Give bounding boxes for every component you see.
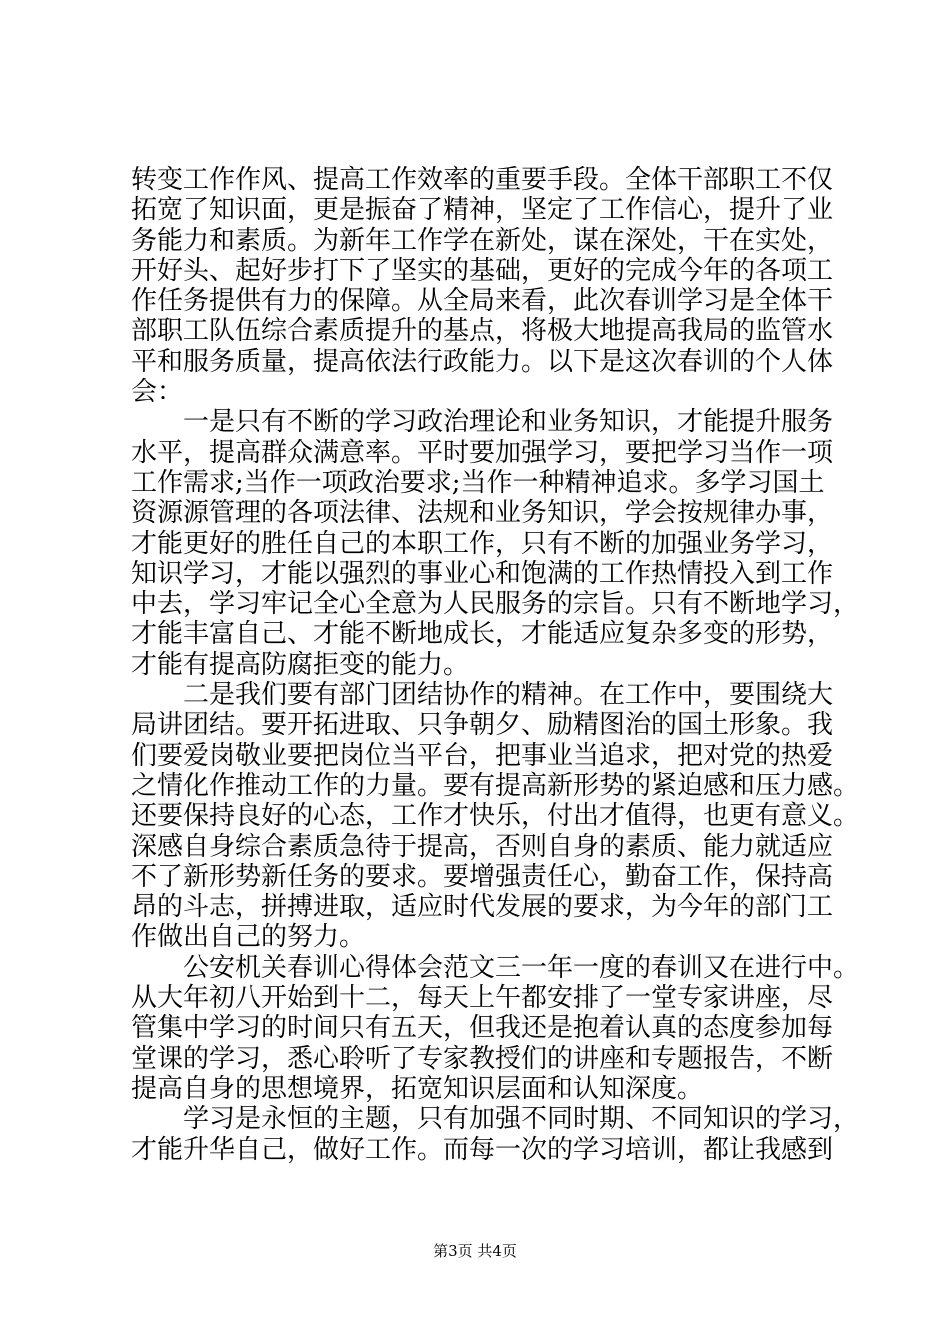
text-line: 提高自身的思想境界，拓宽知识层面和认知深度。 (131, 1073, 704, 1104)
text-line: 拓宽了知识面，更是振奋了精神，坚定了工作信心，提升了业 (131, 195, 834, 226)
text-line: 平和服务质量，提高依法行政能力。以下是这次春训的个人体 (131, 346, 834, 377)
text-line: 开好头、起好步打下了坚实的基础，更好的完成今年的各项工 (131, 255, 834, 286)
text-line: 会： (131, 377, 184, 408)
text-line: 学习是永恒的主题，只有加强不同时期、不同知识的学习， (131, 1104, 860, 1135)
text-line: 不了新形势新任务的要求。要增强责任心，勤奋工作，保持高 (131, 861, 834, 892)
text-line: 作任务提供有力的保障。从全局来看，此次春训学习是全体干 (131, 286, 834, 317)
text-line: 公安机关春训心得体会范文三一年一度的春训又在进行中。 (131, 952, 860, 983)
body-text (131, 165, 860, 1165)
text-line: 之情化作推动工作的力量。要有提高新形势的紧迫感和压力感。 (131, 770, 860, 801)
text-line: 知识学习，才能以强烈的事业心和饱满的工作热情投入到工作 (131, 558, 834, 589)
text-line: 从大年初八开始到十二，每天上午都安排了一堂专家讲座，尽 (131, 983, 834, 1014)
text-line: 才能升华自己，做好工作。而每一次的学习培训，都让我感到 (131, 1134, 834, 1165)
text-line: 二是我们要有部门团结协作的精神。在工作中，要围绕大 (131, 680, 834, 711)
text-line: 们要爱岗敬业要把岗位当平台，把事业当追求，把对党的热爱 (131, 740, 834, 771)
text-line: 部职工队伍综合素质提升的基点，将极大地提高我局的监管水 (131, 316, 834, 347)
text-line: 水平，提高群众满意率。平时要加强学习，要把学习当作一项 (131, 437, 834, 468)
page-footer (0, 1241, 950, 1261)
text-line: 昂的斗志，拼搏进取，适应时代发展的要求，为今年的部门工 (131, 892, 834, 923)
text-line: 才能有提高防腐拒变的能力。 (131, 649, 470, 680)
text-line: 中去，学习牢记全心全意为人民服务的宗旨。只有不断地学习， (131, 589, 860, 620)
text-line: 作做出自己的努力。 (131, 922, 366, 953)
text-line: 局讲团结。要开拓进取、只争朝夕、励精图治的国土形象。我 (131, 710, 834, 741)
text-line: 管集中学习的时间只有五天，但我还是抱着认真的态度参加每 (131, 1013, 834, 1044)
text-line: 一是只有不断的学习政治理论和业务知识，才能提升服务 (131, 407, 834, 438)
text-line: 才能丰富自己、才能不断地成长，才能适应复杂多变的形势， (131, 619, 834, 650)
text-line: 才能更好的胜任自己的本职工作，只有不断的加强业务学习， (131, 528, 834, 559)
text-line: 资源源管理的各项法律、法规和业务知识，学会按规律办事， (131, 498, 834, 529)
text-line: 堂课的学习，悉心聆听了专家教授们的讲座和专题报告，不断 (131, 1043, 834, 1074)
text-line: 务能力和素质。为新年工作学在新处，谋在深处，干在实处， (131, 225, 834, 256)
text-line: 还要保持良好的心态，工作才快乐，付出才值得，也更有意义。 (131, 801, 860, 832)
text-line: 深感自身综合素质急待于提高，否则自身的素质、能力就适应 (131, 831, 834, 862)
text-line: 转变工作作风、提高工作效率的重要手段。全体干部职工不仅 (131, 165, 834, 195)
page-number: 第3页 共4页 (433, 1242, 517, 1260)
text-line: 工作需求;当作一项政治要求;当作一种精神追求。多学习国土 (131, 467, 825, 498)
